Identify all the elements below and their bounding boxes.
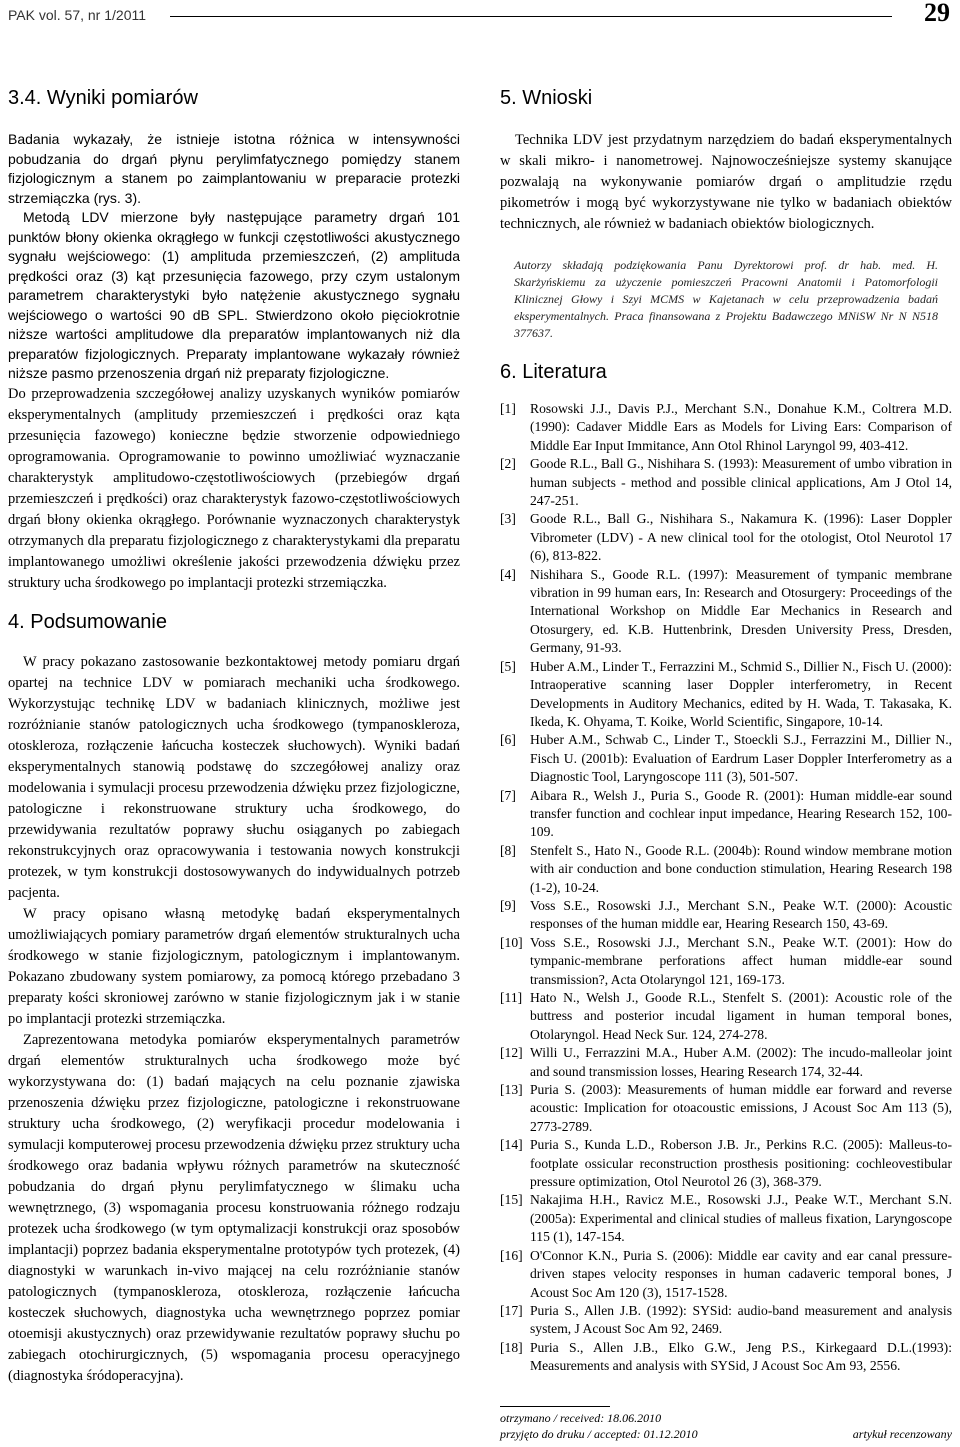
reference-number: [14] — [500, 1137, 523, 1153]
reference-text: O'Connor K.N., Puria S. (2006): Middle ear cavity and ear canal pressure-driven stapes velocity responses in human cadaveric temporal bones, J Acoust Soc Am 120 (3), 1517-1528. — [530, 1247, 952, 1300]
results-section-serif — [8, 384, 460, 594]
reference-number: [3] — [500, 511, 516, 527]
reference-item — [500, 1136, 952, 1191]
summary-paragraph: Zaprezentowana metodyka pomiarów eksperymentalnych parametrów drgań elementów strukturalnych ucha środkowego może być wykorzystywana do: (1) badań mających na celu poznanie zjawiska przenoszenia dźwięku przez fizjologiczne, patologiczne i rekonstruowane struktury ucha środkowego, (2) weryfikacji procedur modelowania i symulacji komputerowej procesu przewodzenia dźwięku przez struktury ucha środkowego oraz badania wpływu różnych parametrów na skuteczność pobudzania do drgań płynu perylimfatycznego w ślimaku ucha wewnętrznego, (3) wspomagania procesu konstruowania różnego rodzaju protezek ucha środkowego (w tym optymalizacji konstrukcji oraz sposobów implantacji) poprzez badania eksperymentalne prototypów tych protezek, (4) diagnostyki w warunkach in-vivo mającej na celu rozróżnianie stanów patologicznych (tympanoskleroza, otoskleroza, rozłączenie łańcucha kosteczek słuchowych, diagnostyka ucha wewnętrznego poprzez pomiar otoemisji akustycznych) oraz przewidywanie rezultatów poprawy słuchu po zabiegach otochirurgicznych, (5) wspomagania procesu operacyjnego (diagnostyka śródoperacyjna). — [8, 1031, 460, 1384]
conclusions-heading: 5. Wnioski — [500, 87, 593, 109]
reference-text: Voss S.E., Rosowski J.J., Merchant S.N., Peake W.T. (2001): How do tympanic-membrane perforations affect human middle-ear sound transmission?, Acta Otolaryngol 121, 169-173. — [530, 934, 952, 987]
reference-number: [8] — [500, 842, 516, 858]
reference-item — [500, 787, 952, 842]
page-header — [8, 0, 952, 30]
reference-number: [1] — [500, 401, 516, 416]
reference-text: Hato N., Welsh J., Goode R.L., Stenfelt S. (2001): Acoustic role of the buttress and posterior incudal ligament in human temporal bones, Otolaryngol. Head Neck Sur. 124, 274-278. — [530, 990, 952, 1042]
reference-text: Voss S.E., Rosowski J.J., Merchant S.N., Peake W.T. (2000): Acoustic responses of the human middle ear, Hearing Research 150, 43-69. — [530, 897, 952, 932]
reference-item — [500, 934, 952, 989]
left-column — [8, 84, 460, 1387]
summary-heading: 4. Podsumowanie — [8, 610, 167, 633]
reference-text: Puria S., Allen J.B. (1992): SYSid: audio-band measurement and analysis system, J Acoust Soc Am 92, 2469. — [530, 1302, 952, 1337]
article-type: artykuł recenzowany — [852, 1427, 952, 1441]
reference-item — [500, 731, 952, 786]
reference-text: Goode R.L., Ball G., Nishihara S., Nakamura K. (1996): Laser Doppler Vibrometer (LDV) - A new clinical tool for the otologist, Otol Neurotol 17 (6), 813-822. — [530, 511, 952, 564]
reference-number: [12] — [500, 1045, 523, 1061]
reference-text: Huber A.M., Linder T., Ferrazzini M., Schmid S., Dillier N., Fisch U. (2000): Intraoperative scanning laser Doppler interferometry, in Recent Developments in Auditory Mechanics, edited by H. Wada, T. Takasaka, K. Ikeda, K. Ohyama, T. Koike, World Scientific, Singapore, 10-14. — [530, 658, 952, 729]
references-heading: 6. Literatura — [500, 361, 607, 383]
reference-item — [500, 1339, 952, 1376]
reference-item — [500, 510, 952, 565]
conclusions-section — [500, 130, 952, 235]
summary-paragraph: W pracy pokazano zastosowanie bezkontaktowej metody pomiaru drgań opartej na technice LDV w pomiarach mechaniki ucha środkowego. Wykorzystując technikę LDV w badaniach klinicznych, możliwe jest rozróżnianie stanów patologicznych ucha środkowego (tympanoskleroza, otoskleroza, rozłączenie łańcucha kosteczek słuchowych). Wyniki badań eksperymentalnych stanowią podstawę do szczegółowej analizy oraz modelowania i symulacji procesu przewodzenia dźwięku przez fizjologiczne, patologiczne i rekonstruowane struktury ucha środkowego, do przewidywania rezultatów poprawy słuchu osiąganych po zabiegach rekonstrukcyjnych oraz opracowywania i testowania nowych konstrukcji protezek, w tym konstrukcji dostosowywanych do indywidualnych potrzeb pacjenta. — [8, 653, 460, 901]
reference-text: Stenfelt S., Hato N., Goode R.L. (2004b): Round window membrane motion with air conduction and bone conduction stimulation, Hearing Research 198 (1-2), 10-24. — [530, 842, 952, 895]
reference-text: Huber A.M., Schwab C., Linder T., Stoeckli S.J., Ferrazzini M., Dillier N., Fisch U. (2001b): Evaluation of Eardrum Laser Doppler Interferometry as a Diagnostic Tool, Laryngoscope 111 (3), 501-507. — [530, 732, 952, 785]
references-list — [500, 400, 952, 1376]
reference-text: Puria S., Kunda L.D., Roberson J.B. Jr., Perkins R.C. (2005): Malleus-to-footplate ossicular reconstruction prosthesis positioning: cochleovestibular pressure optimization, Otol Neurotol 26 (3), 368-379. — [530, 1137, 952, 1190]
reference-number: [18] — [500, 1339, 523, 1355]
reference-item — [500, 989, 952, 1044]
reference-number: [13] — [500, 1082, 523, 1098]
page-footer — [500, 1410, 952, 1442]
reference-text: Rosowski J.J., Davis P.J., Merchant S.N., Donahue K.M., Coltrera M.D. (1990): Cadaver Middle Ears as Models for Living Ears: Comparison of Middle Ear Input Immitance, Ann Otol Rhinol Laryngol 99, 403-412. — [530, 401, 952, 453]
reference-number: [6] — [500, 732, 516, 748]
reference-text: Puria S. (2003): Measurements of human middle ear forward and reverse acoustic: Implication for otoacoustic emissions, J Acoust Soc Am 113 (5), 2773-2789. — [530, 1082, 952, 1134]
reference-item — [500, 658, 952, 732]
reference-number: [2] — [500, 456, 516, 472]
received-date: otrzymano / received: 18.06.2010 — [500, 1411, 662, 1425]
results-heading: 3.4. Wyniki pomiarów — [8, 87, 198, 109]
reference-number: [17] — [500, 1302, 523, 1318]
footer-rule — [500, 1406, 610, 1407]
reference-number: [4] — [500, 566, 516, 582]
journal-reference: PAK vol. 57, nr 1/2011 — [8, 7, 147, 23]
conclusions-paragraph: Technika LDV jest przydatnym narzędziem do badań eksperymentalnych w skali mikro- i nanometrowej. Najnowocześniejsze systemy skanujące pozwalają na wykonywanie pomiarów drgań o amplitudzie rzędu pikometrów i mogą być wykorzystywane nie tylko w badaniach obiektów technicznych, ale również w badaniach obiektów biologicznych. — [500, 132, 952, 232]
header-rule — [170, 16, 892, 17]
page-number: 29 — [924, 0, 950, 27]
reference-number: [10] — [500, 934, 523, 950]
reference-item — [500, 842, 952, 897]
reference-number: [15] — [500, 1192, 523, 1208]
reference-number: [9] — [500, 897, 516, 913]
results-paragraph: Metodą LDV mierzone były następujące parametry drgań 101 punktów błony okienka okrągłego w funkcji częstotliwości akustycznego sygnału wejściowego: (1) amplituda przemieszczeń, (2) amplituda prędkości oraz (3) kąt przesunięcia fazowego, przy czym ustalonym parametrem charakterystyki było natężenie akustycznego sygnału wejściowego o wartości 90 dB SPL. Stwierdzono około pięciokrotnie niższe wartości amplitudowe dla preparatów implantowanych niż dla preparatów fizjologicznych. Preparaty implantowane wykazały również niższe pasmo przenoszenia drgań niż preparaty fizjologiczne. — [8, 209, 460, 381]
reference-number: [7] — [500, 787, 516, 803]
reference-text: Aibara R., Welsh J., Puria S., Goode R. (2001): Human middle-ear sound transfer function and cochlear input impedance, Hearing Research 152, 100-109. — [530, 787, 952, 840]
reference-number: [11] — [500, 990, 523, 1005]
reference-text: Puria S., Allen J.B., Elko G.W., Jeng P.S., Kirkegaard D.L.(1993): Measurements and analysis with SYSid, J Acoust Soc Am 93, 2556. — [530, 1339, 952, 1374]
summary-section — [8, 652, 460, 1387]
reference-item — [500, 455, 952, 510]
reference-item — [500, 1302, 952, 1339]
results-paragraph: Do przeprowadzenia szczegółowej analizy uzyskanych wyników pomiarów eksperymentalnych (amplitudy przemieszczeń i prędkości oraz kąta przesunięcia fazowego) konieczne będzie stworzenie odpowiedniego oprogramowania. Oprogramowanie to powinno umożliwiać wyznaczanie charakterystyk amplitudowo-częstotliwościowych (przebiegów drgań przemieszczeń i prędkości) oraz charakterystyk fazowo-częstotliwościowych drgań błony okienka okrągłego. Porównanie wyznaczonych charakterystyk otrzymanych dla preparatu fizjologicznego z charakterystykami dla preparatu implantowanego umożliwi określenie jakości przewodzenia dźwięku przez struktury ucha środkowego po implantacji protezki strzemiączka. — [8, 385, 460, 591]
acknowledgement: Autorzy składają podziękowania Panu Dyrektorowi prof. dr hab. med. H. Skarżyńskiemu za użyczenie pomieszczeń Pracowni Anatomii i Patomorfologii Klinicznej Głowy i Szyi MCMS w Kajetanach w celu przeprowadzenia badań eksperymentalnych. Praca finansowana z Projektu Badawczego MNiSW Nr N N518 377637. — [514, 258, 938, 340]
summary-paragraph: W pracy opisano własną metodykę badań eksperymentalnych umożliwiających pomiary parametrów drgań elementów strukturalnych ucha środkowego w stanie fizjologicznym, patologicznym i implantowanym. Pokazano zbudowany system pomiarowy, za pomocą którego przebadano 3 preparaty kości skroniowej zarówno w stanie fizjologicznym jak i w stanie po implantacji protezki strzemiączka. — [8, 905, 460, 1027]
reference-item — [500, 897, 952, 934]
results-section — [8, 130, 460, 384]
reference-text: Willi U., Ferrazzini M.A., Huber A.M. (2002): The incudo-malleolar joint and sound transmission losses, Hearing Research 174, 32-44. — [530, 1045, 952, 1079]
reference-text: Nakajima H.H., Ravicz M.E., Rosowski J.J., Peake W.T., Merchant S.N. (2005a): Experimental and clinical studies of malleus fixation, Laryngoscope 115 (1), 147-154. — [530, 1192, 952, 1245]
reference-item — [500, 1044, 952, 1081]
right-column — [500, 84, 952, 1376]
reference-item — [500, 1191, 952, 1246]
reference-item — [500, 400, 952, 455]
reference-text: Goode R.L., Ball G., Nishihara S. (1993): Measurement of umbo vibration in human subjects - method and possible clinical applications, Am J Otol 14, 247-251. — [530, 456, 952, 509]
reference-item — [500, 1247, 952, 1302]
reference-text: Nishihara S., Goode R.L. (1997): Measurement of tympanic membrane vibration in 99 human ears, In: Research and Otosurgery: Proceedings of the International Workshop on Middle Ear Mechanics in Research and Otosurgery, ed. K.B. Huttenbrink, Dresden University Press, Dresden, Germany, 91-93. — [530, 566, 952, 656]
reference-number: [16] — [500, 1247, 523, 1263]
results-paragraph: Badania wykazały, że istnieje istotna różnica w intensywności pobudzania do drgań płynu perylimfatycznego pomiędzy stanem fizjologicznym a stanem po zaimplantowaniu w preparacie protezki strzemiączka (rys. 3). — [8, 131, 460, 206]
reference-item — [500, 566, 952, 658]
accepted-date: przyjęto do druku / accepted: 01.12.2010 — [500, 1427, 698, 1441]
reference-item — [500, 1081, 952, 1136]
reference-number: [5] — [500, 658, 516, 674]
